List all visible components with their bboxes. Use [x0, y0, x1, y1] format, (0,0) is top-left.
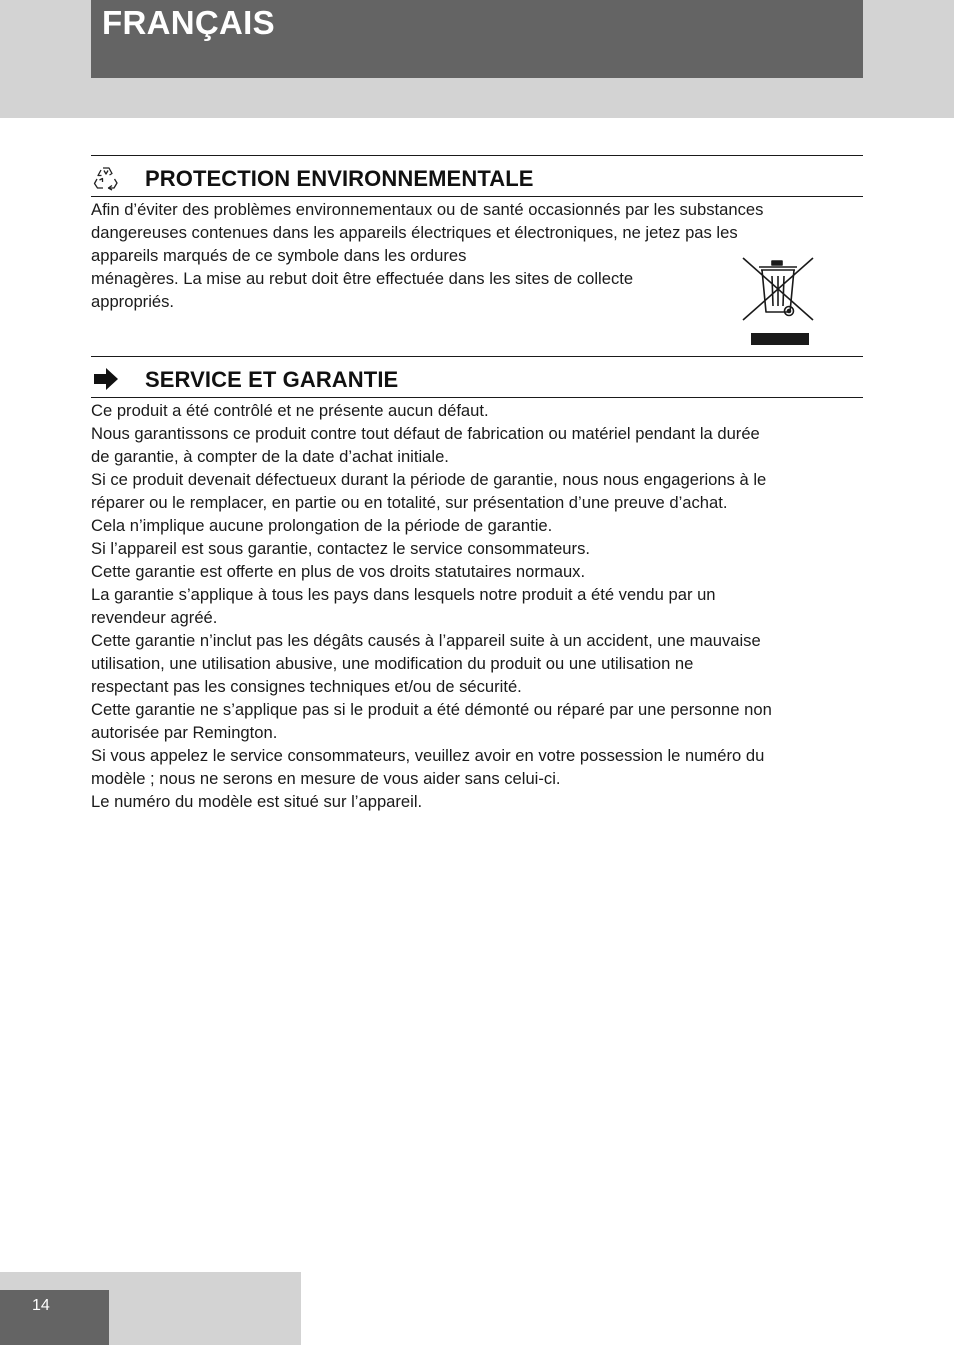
text-line: modèle ; nous ne serons en mesure de vous aider sans celui-ci.: [91, 769, 561, 788]
text-line: ménagères. La mise au rebut doit être effectuée dans les sites de collecte: [91, 269, 634, 288]
text-line: appropriés.: [91, 292, 175, 311]
text-line: respectant pas les consignes techniques et/ou de sécurité.: [91, 677, 522, 696]
text-line: Cette garantie est offerte en plus de vos droits statutaires normaux.: [91, 562, 586, 581]
text-line: appareils marqués de ce symbole dans les ordures: [91, 246, 467, 265]
page-number: 14: [32, 1297, 50, 1314]
page-number-box: [0, 1290, 109, 1345]
text-line: Cette garantie n’inclut pas les dégâts causés à l’appareil suite à un accident, une mauvaise: [91, 631, 761, 650]
text-line: Si ce produit devenait défectueux durant la période de garantie, nous nous engagerions à le: [91, 470, 767, 489]
text-line: Si l’appareil est sous garantie, contactez le service consommateurs.: [91, 539, 590, 558]
text-line: Ce produit a été contrôlé et ne présente aucun défaut.: [91, 401, 489, 420]
language-title-bar: [91, 0, 863, 78]
text-line: Cela n’implique aucune prolongation de la période de garantie.: [91, 516, 553, 535]
text-line: revendeur agréé.: [91, 608, 218, 627]
text-line: Nous garantissons ce produit contre tout défaut de fabrication ou matériel pendant la durée: [91, 424, 760, 443]
text-line: Le numéro du modèle est situé sur l’appareil.: [91, 792, 423, 811]
recycle-icon: [93, 165, 119, 191]
section-title: PROTECTION ENVIRONNEMENTALE: [145, 166, 534, 191]
text-line: Cette garantie ne s’applique pas si le produit a été démonté ou réparé par une personne non: [91, 700, 772, 719]
text-line: Si vous appelez le service consommateurs, veuillez avoir en votre possession le numéro du: [91, 746, 765, 765]
crossed-out-wheelie-bin-icon: [739, 256, 817, 348]
text-line: autorisée par Remington.: [91, 723, 278, 742]
arrow-right-icon: [93, 366, 119, 392]
text-line: utilisation, une utilisation abusive, une modification du produit ou une utilisation ne: [91, 654, 694, 673]
text-line: Afin d’éviter des problèmes environnementaux ou de santé occasionnés par les substances: [91, 200, 764, 219]
section-header-environment: [91, 155, 863, 197]
text-line: réparer ou le remplacer, en partie ou en totalité, sur présentation d’une preuve d’achat.: [91, 493, 728, 512]
text-line: dangereuses contenues dans les appareils électriques et électroniques, ne jetez pas les: [91, 223, 738, 242]
section-header-service: [91, 356, 863, 398]
text-line: La garantie s’applique à tous les pays dans lesquels notre produit a été vendu par un: [91, 585, 716, 604]
language-title: FRANÇAIS: [102, 4, 275, 41]
section-title: SERVICE ET GARANTIE: [145, 367, 399, 392]
text-line: de garantie, à compter de la date d’achat initiale.: [91, 447, 449, 466]
service-paragraph: [91, 399, 863, 813]
